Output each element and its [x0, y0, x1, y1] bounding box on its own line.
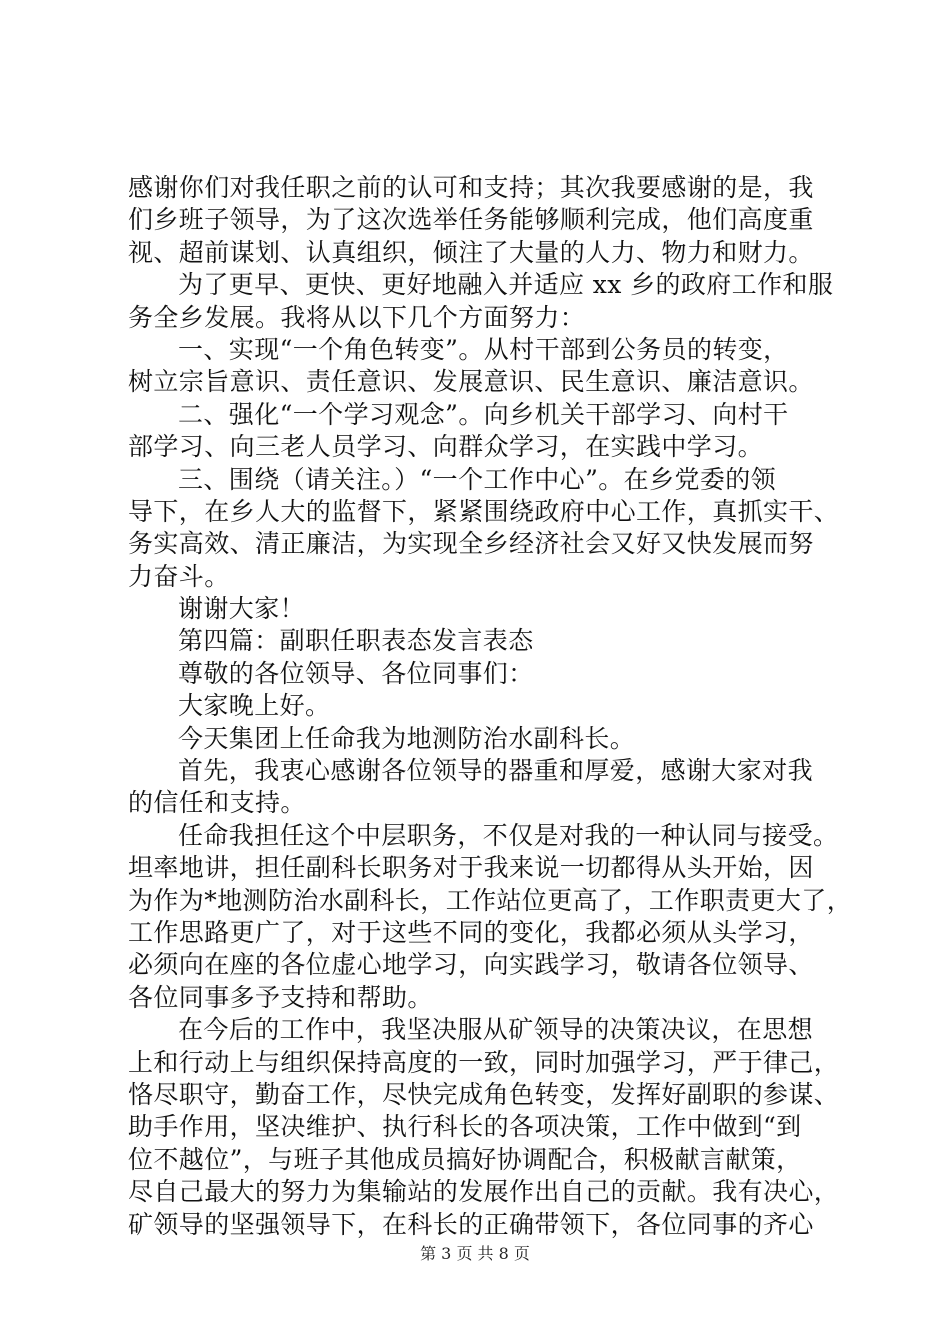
- text-line: 位不越位”，与班子其他成员搞好协调配合，积极献言献策，: [128, 1144, 802, 1174]
- text-line: 首先，我衷心感谢各位领导的器重和厚爱，感谢大家对我: [178, 756, 814, 786]
- text-line: 恪尽职守，勤奋工作，尽快完成角色转变，发挥好副职的参谋、: [128, 1079, 840, 1109]
- text-line: 们乡班子领导，为了这次选举任务能够顺利完成，他们高度重: [128, 205, 814, 235]
- text-line: 为作为*地测防治水副科长，工作站位更高了，工作职责更大了，: [128, 885, 853, 915]
- text-line: 感谢你们对我任职之前的认可和支持；其次我要感谢的是，我: [128, 173, 814, 202]
- text-line: 在今后的工作中，我坚决服从矿领导的决策决议，在思想: [178, 1015, 814, 1045]
- text-line: 第四篇：副职任职表态发言表态: [178, 626, 534, 656]
- text-line: 任命我担任这个中层职务，不仅是对我的一种认同与接受。: [178, 820, 839, 850]
- text-line: 各位同事多予支持和帮助。: [128, 982, 433, 1012]
- text-line: 务全乡发展。我将从以下几个方面努力：: [128, 302, 586, 332]
- text-line: 务实高效、清正廉洁，为实现全乡经济社会又好又快发展而努: [128, 529, 814, 559]
- text-line: 力奋斗。: [128, 561, 230, 591]
- text-line: 树立宗旨意识、责任意识、发展意识、民生意识、廉洁意识。: [128, 367, 814, 397]
- page-footer: [0, 1244, 950, 1264]
- text-line: 三、围绕（请关注。）“一个工作中心”。在乡党委的领: [178, 464, 777, 494]
- text-line: 的信任和支持。: [128, 788, 306, 818]
- text-line: 尊敬的各位领导、各位同事们：: [178, 658, 534, 688]
- text-line: 坦率地讲，担任副科长职务对于我来说一切都得从头开始，因: [128, 853, 814, 883]
- text-line: 为了更早、更快、更好地融入并适应 xx 乡的政府工作和服: [178, 270, 834, 300]
- document-body: [128, 172, 853, 1241]
- text-line: 部学习、向三老人员学习、向群众学习，在实践中学习。: [128, 432, 764, 462]
- page-number: 第 3 页 共 8 页: [420, 1244, 530, 1263]
- text-line: 上和行动上与组织保持高度的一致，同时加强学习，严于律己，: [128, 1047, 840, 1077]
- text-line: 助手作用，坚决维护、执行科长的各项决策，工作中做到“到: [128, 1112, 802, 1142]
- text-line: 今天集团上任命我为地测防治水副科长。: [178, 723, 636, 753]
- text-line: 矿领导的坚强领导下，在科长的正确带领下，各位同事的齐心: [128, 1209, 814, 1239]
- text-line: 二、强化“一个学习观念”。向乡机关干部学习、向村干: [178, 399, 789, 429]
- text-line: 视、超前谋划、认真组织，倾注了大量的人力、物力和财力。: [128, 237, 814, 267]
- text-line: 工作思路更广了，对于这些不同的变化，我都必须从头学习，: [128, 917, 814, 947]
- text-line: 导下，在乡人大的监督下，紧紧围绕政府中心工作，真抓实干、: [128, 496, 840, 526]
- text-line: 一、实现“一个角色转变”。从村干部到公务员的转变，: [178, 334, 789, 364]
- text-line: 谢谢大家！: [178, 594, 306, 624]
- text-line: 尽自己最大的努力为集输站的发展作出自己的贡献。我有决心，: [128, 1177, 840, 1207]
- text-line: 必须向在座的各位虚心地学习，向实践学习，敬请各位领导、: [128, 950, 814, 980]
- text-line: 大家晚上好。: [178, 691, 331, 721]
